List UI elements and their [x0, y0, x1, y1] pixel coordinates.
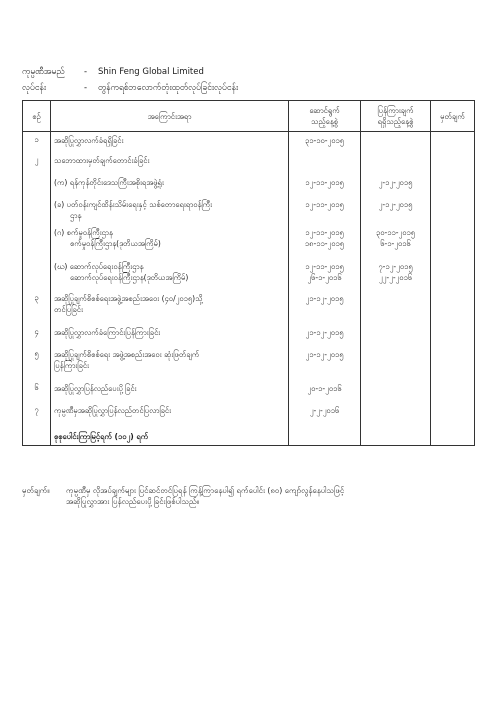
table-row: [23, 290, 475, 324]
row-number: ၅: [23, 346, 51, 380]
col-header-date-reply-line: ပြန်ကြားချက်: [377, 106, 414, 115]
col-header-remark: မှတ်ချက်: [431, 101, 475, 132]
row-number: ၆: [23, 380, 51, 402]
row-number: ၄: [23, 324, 51, 346]
business-line: [22, 83, 238, 95]
date-received: [289, 224, 361, 258]
description-line: ပြန်ကြားခြင်း: [54, 360, 89, 370]
table-row: [23, 152, 475, 174]
row-description: [51, 428, 289, 446]
company-sep: -: [84, 67, 88, 77]
row-number: ၇: [23, 402, 51, 428]
date-received: [289, 132, 361, 152]
row-description: [51, 224, 289, 258]
date-received: [289, 428, 361, 446]
description-line: သဘောထားမှတ်ချက်တောင်းခံခြင်း: [54, 155, 150, 165]
date-value: ၁၂-၁၁-၂၀၁၅: [305, 199, 344, 209]
row-remark: [431, 428, 475, 446]
date-reply: [361, 380, 431, 402]
row-description: [51, 196, 289, 224]
date-value: ၂-၁၂-၂၀၁၅: [378, 199, 413, 209]
timeline-table: [22, 100, 475, 446]
business-type: တွန်ကရစ်ဘလောက်တုံးထုတ်လုပ်ခြင်းလုပ်ငန်း: [98, 83, 239, 93]
business-label: လုပ်ငန်း: [22, 83, 47, 93]
date-reply: [361, 258, 431, 290]
row-description: [51, 174, 289, 196]
date-received: [289, 290, 361, 324]
date-value: ၃၁-၁၀-၂၀၁၅: [304, 136, 345, 145]
date-reply: [361, 132, 431, 152]
row-remark: [431, 174, 475, 196]
table-row: [23, 132, 475, 152]
date-value: ၂-၂-၂၀၁၆: [309, 405, 340, 415]
row-remark: [431, 402, 475, 428]
row-number: [23, 196, 51, 224]
date-received: [289, 152, 361, 174]
date-value: ၂၁-၁၂-၂၀၁၅: [305, 327, 344, 337]
date-value: ၁၂-၁၁-၂၀၁၅: [305, 261, 344, 271]
table-row: [23, 224, 475, 258]
table-header-row: [23, 101, 475, 132]
row-description: [51, 402, 289, 428]
col-header-date-reply-line: ရရှိသည့်နေ့စွဲ: [377, 117, 414, 126]
date-received: [289, 346, 361, 380]
date-value: ၇-၁၂-၂၀၁၅: [378, 261, 413, 271]
col-header-date-received: [289, 101, 361, 132]
date-received: [289, 402, 361, 428]
row-description: [51, 290, 289, 324]
row-description: [51, 152, 289, 174]
description-line: ကုမ္ပဏီမှအဆိုပြုလွှာပြန်လည်တင်ပြလာခြင်း: [54, 405, 172, 415]
row-number: [23, 258, 51, 290]
company-label: ကုမ္ပဏီအမည်: [22, 67, 65, 77]
row-description: [51, 346, 289, 380]
date-reply: [361, 174, 431, 196]
description-line: ဌာန: [70, 210, 82, 220]
row-remark: [431, 380, 475, 402]
description-line: အဆိုပြုချက်စိစစ်ရေး အဖွဲ့အစည်းအဝေး ဆုံးဖြတ်ချက်: [54, 349, 200, 359]
date-value: ၂-၁၂-၂၀၁၅: [378, 177, 413, 187]
remarks-line: ကုမ္ပဏီမှ လိုအပ်ချက်များ ပြင်ဆင်တင်ပြရန် ကြန့်ကြာနေပါ၍ ရက်ပေါင်း (၈၀) ကျော်လွန်နေပါသဖြင့်: [66, 486, 345, 495]
description-line: အဆိုပြုလွှာလက်ခံရရှိခြင်း: [54, 136, 124, 145]
date-reply: [361, 428, 431, 446]
description-line: (က) ရန်ကုန်တိုင်းဒေသကြီးအစိုးရအဖွဲ့ရုံး: [54, 177, 164, 187]
row-remark: [431, 324, 475, 346]
remarks-line: အဆိုပြုလွှာအား ပြန်လည်ပေးပို့ခြင်းဖြစ်ပါသည်။: [66, 497, 199, 506]
date-reply: [361, 402, 431, 428]
date-received: [289, 258, 361, 290]
date-reply: [361, 196, 431, 224]
description-line: အဆိုပြုလွှာလက်ခံကြောင်းပြန်ကြားခြင်း: [54, 327, 161, 337]
date-value: ၂၁-၁၂-၂၀၁၅: [305, 349, 344, 359]
description-line: အဆိုပြုလွှာပြန်လည်ပေးပို့ခြင်း: [54, 383, 137, 393]
date-reply: [361, 152, 431, 174]
date-value: ၂၁-၁၂-၂၀၁၅: [305, 293, 344, 303]
company-line: [22, 67, 204, 79]
date-received: [289, 324, 361, 346]
col-header-date-received-line: ဆောင်ရွက်: [309, 106, 340, 115]
date-received: [289, 380, 361, 402]
date-value: ၂၆-၁-၂၀၁၆: [307, 272, 342, 282]
description-line: ဆောက်လုပ်ရေးဝန်ကြီးဌာန(ဒုတိယအကြိမ်): [70, 272, 189, 282]
row-remark: [431, 152, 475, 174]
description-line: တင်ပြခြင်း: [54, 304, 83, 314]
row-remark: [431, 346, 475, 380]
table-row: [23, 174, 475, 196]
date-value: ၂၂-၂-၂၀၁၆: [378, 272, 413, 282]
date-reply: [361, 346, 431, 380]
date-reply: [361, 224, 431, 258]
date-value: ၆-၁-၂၀၁၆: [380, 238, 411, 248]
table-row: [23, 324, 475, 346]
date-reply: [361, 324, 431, 346]
description-line: (ဃ) ဆောက်လုပ်ရေးဝန်ကြီးဌာန: [54, 261, 144, 271]
col-header-description: အကြောင်းအရာ: [51, 101, 289, 132]
description-line: (ဂ) စက်မှုဝန်ကြီးဌာန: [54, 227, 113, 237]
row-remark: [431, 290, 475, 324]
row-description: [51, 380, 289, 402]
row-description: [51, 132, 289, 152]
date-value: ၂၀-၁-၂၀၁၆: [307, 383, 342, 393]
date-value: ၁၈-၁၁-၂၀၁၅: [304, 238, 345, 248]
row-number: ၃: [23, 290, 51, 324]
table-row: [23, 196, 475, 224]
row-number: [23, 224, 51, 258]
total-row: [23, 428, 475, 446]
date-value: ၃၀-၁၁-၂၀၁၅: [375, 227, 416, 237]
description-line: အဆိုပြုချက်စိစစ်ရေးအဖွဲ့အစည်းအဝေး (၄၀/၂၀၁၅)သို့: [54, 293, 203, 303]
row-number: [23, 428, 51, 446]
date-value: ၁၂-၁၁-၂၀၁၅: [305, 177, 344, 187]
table-row: [23, 346, 475, 380]
row-number: ၁: [23, 132, 51, 152]
table-row: [23, 380, 475, 402]
row-description: [51, 324, 289, 346]
col-header-date-received-line: သည့်နေ့စွဲ: [310, 117, 338, 126]
row-remark: [431, 132, 475, 152]
row-remark: [431, 258, 475, 290]
company-name: Shin Feng Global Limited: [98, 67, 204, 77]
table-row: [23, 402, 475, 428]
col-header-date-reply: [361, 101, 431, 132]
row-description: [51, 258, 289, 290]
row-remark: [431, 224, 475, 258]
row-number: [23, 174, 51, 196]
description-line: စက်မှုဝန်ကြီးဌာန(ဒုတိယအကြိမ်): [70, 238, 161, 248]
description-line: (ခ) ပတ်ဝန်းကျင်ထိန်းသိမ်းရေးနှင့် သစ်တောရေးရာဝန်ကြီး: [54, 199, 213, 209]
business-sep: -: [84, 83, 88, 93]
date-reply: [361, 290, 431, 324]
date-received: [289, 174, 361, 196]
date-value: ၁၂-၁၁-၂၀၁၅: [305, 227, 344, 237]
table-row: [23, 258, 475, 290]
remarks-label: မှတ်ချက်။: [22, 486, 50, 495]
col-header-no: စဉ်: [23, 101, 51, 132]
remarks-text: [66, 485, 466, 507]
row-remark: [431, 196, 475, 224]
description-line: စုစုပေါင်းကြာမြင့်ရက် (၁၀၂) ရက်: [54, 431, 149, 441]
row-number: ၂: [23, 152, 51, 174]
date-received: [289, 196, 361, 224]
